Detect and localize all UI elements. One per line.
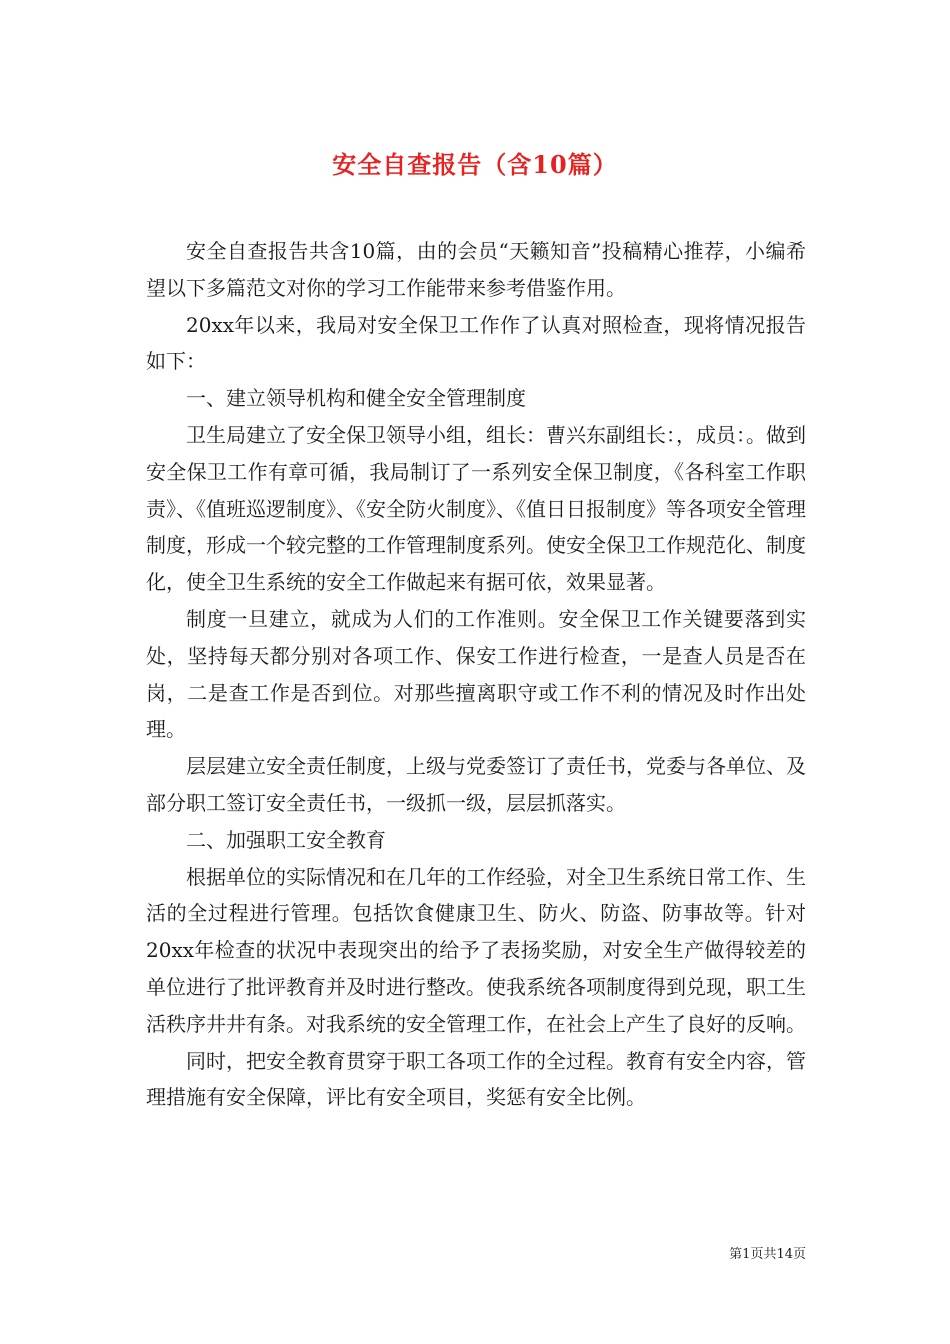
paragraph-intro: 安全自查报告共含10篇，由的会员“天籁知音”投稿精心推荐，小编希望以下多篇范文对你的学习工作能带来参考借鉴作用。 (146, 239, 806, 300)
document-title: 安全自查报告（含10篇） (332, 150, 618, 180)
document-body (146, 233, 806, 1116)
paragraph: 层层建立安全责任制度，上级与党委签订了责任书，党委与各单位、及部分职工签订安全责任书，一级抓一级，层层抓落实。 (146, 754, 806, 815)
section-heading-1: 一、建立领导机构和健全安全管理制度 (186, 386, 526, 411)
paragraph: 卫生局建立了安全保卫领导小组，组长：曹兴东副组长：，成员：。做到安全保卫工作有章可循，我局制订了一系列安全保卫制度，《各科室工作职责》、《值班巡逻制度》、《安全防火制度》、《值日日报制度》等各项安全管理制度，形成一个较完整的工作管理制度系列。使安全保卫工作规范化、制度化，使全卫生系统的安全工作做起来有据可依，效果显著。 (146, 422, 806, 595)
paragraph: 同时，把安全教育贯穿于职工各项工作的全过程。教育有安全内容，管理措施有安全保障，评比有安全项目，奖惩有安全比例。 (146, 1048, 806, 1110)
paragraph: 20xx年以来，我局对安全保卫工作作了认真对照检查，现将情况报告如下： (146, 312, 806, 374)
page-number-footer: 第1页共14页 (729, 1247, 806, 1262)
section-heading-2: 二、加强职工安全教育 (186, 827, 386, 852)
paragraph: 制度一旦建立，就成为人们的工作准则。安全保卫工作关键要落到实处，坚持每天都分别对各项工作、保安工作进行检查，一是查人员是否在岗，二是查工作是否到位。对那些擅离职守或工作不利的情况及时作出处理。 (146, 606, 806, 742)
paragraph: 根据单位的实际情况和在几年的工作经验，对全卫生系统日常工作、生活的全过程进行管理。包括饮食健康卫生、防火、防盗、防事故等。针对20xx年检查的状况中表现突出的给予了表扬奖励，对安全生产做得较差的单位进行了批评教育并及时进行整改。使我系统各项制度得到兑现，职工生活秩序井井有条。对我系统的安全管理工作，在社会上产生了良好的反响。 (146, 864, 806, 1036)
